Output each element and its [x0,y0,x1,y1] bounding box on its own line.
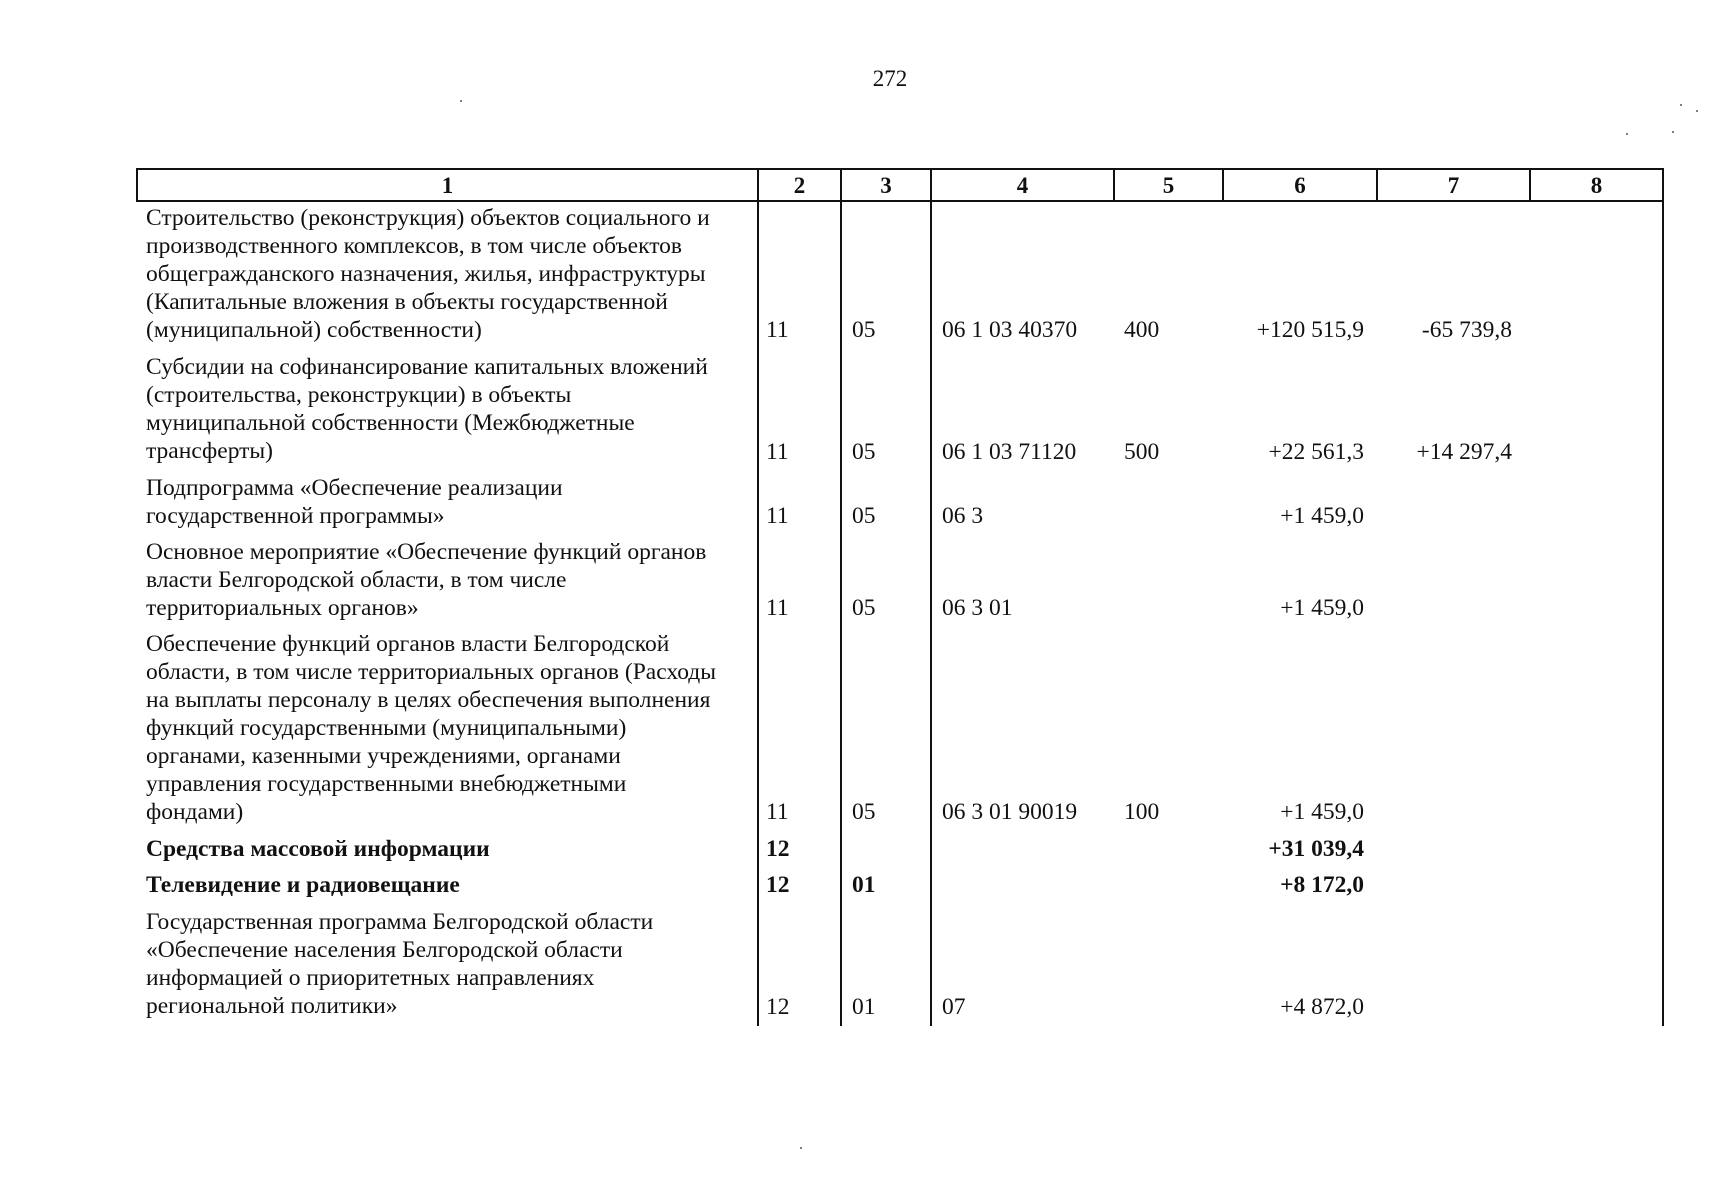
table-row-vr: 100 [1124,799,1160,825]
table-row-name: Основное мероприятие «Обеспечение функций органов власти Белгородской области, в том числе территориальных органов» [146,539,707,621]
col-divider-2 [840,168,842,1026]
table-row-rz: 12 [766,836,790,862]
table-row-pr: 05 [852,503,876,529]
table-row-sum6: +4 872,0 [1280,994,1364,1020]
table-row-rz: 11 [766,439,789,465]
table-row-sum7: -65 739,8 [1421,317,1512,343]
col-header-5: 5 [1162,173,1175,198]
col-divider-1 [757,168,759,1026]
page-number: 272 [872,66,908,91]
table-row-csr: 06 3 01 90019 [942,799,1078,825]
table-row-pr: 05 [852,799,876,825]
table-row-pr: 01 [852,872,876,898]
col-header-6: 6 [1294,173,1306,198]
budget-table [136,168,1664,1028]
scan-speck [1696,110,1698,112]
table-row-sum6: +22 561,3 [1268,439,1364,465]
table-row-pr: 05 [852,439,876,465]
table-row-csr: 06 1 03 71120 [942,439,1077,465]
table-row-rz: 11 [766,503,789,529]
table-row-csr: 06 3 [942,503,984,529]
col-header-1: 1 [441,173,454,198]
table-row-csr: 07 [942,994,966,1020]
table-row-sum6: +1 459,0 [1280,799,1364,825]
table-row-rz: 11 [766,799,789,825]
table-row-sum6: +120 515,9 [1256,317,1364,343]
table-row-rz: 11 [766,595,789,621]
table-row-name: Обеспечение функций органов власти Белгородской области, в том числе территориальных органов (Расходы на выплаты персоналу в целях обеспечения выполнения функций государственными (муниципальными) органами, казенными учреждениями, органами управления государственными внебюджетными фондами) [146,631,717,825]
table-row-name: Средства массовой информации [146,836,490,862]
table-row-sum6: +1 459,0 [1280,595,1364,621]
scan-speck [1672,131,1674,133]
scan-speck [1680,104,1682,106]
table-row-sum6: +1 459,0 [1280,503,1364,529]
table-row-name: Субсидии на софинансирование капитальных вложений (строительства, реконструкции) в объекты муниципальной собственности (Межбюджетные трансферты) [146,354,708,464]
table-right-border [1662,168,1664,1026]
table-row-rz: 11 [766,317,789,343]
col-header-4: 4 [1016,173,1029,198]
table-row-sum6: +31 039,4 [1268,836,1364,862]
table-row-rz: 12 [766,994,790,1020]
scan-speck [800,1147,802,1149]
col-divider-3 [930,168,932,1026]
table-row-sum6: +8 172,0 [1280,872,1364,898]
table-row-pr: 05 [852,595,876,621]
col-header-7: 7 [1447,173,1460,198]
table-row-csr: 06 3 01 [942,595,1013,621]
col-header-2: 2 [793,173,806,198]
table-row-rz: 12 [766,872,790,898]
table-row-pr: 01 [852,994,876,1020]
scan-speck [1626,133,1628,135]
scan-speck [460,100,462,102]
table-row-pr: 05 [852,317,876,343]
col-header-8: 8 [1590,173,1603,198]
table-row-name: Строительство (реконструкция) объектов социального и производственного комплексов, в том числе объектов общегражданского назначения, жилья, инфраструктуры (Капитальные вложения в объекты государственной (муниципальной) собственности) [146,205,710,343]
col-header-3: 3 [880,173,892,198]
table-row-vr: 400 [1124,317,1160,343]
table-row-csr: 06 1 03 40370 [942,317,1078,343]
table-row-name: Подпрограмма «Обеспечение реализации государственной программы» [146,475,563,529]
table-row-name: Государственная программа Белгородской области «Обеспечение населения Белгородской области информацией о приоритетных направлениях региональной политики» [146,909,654,1019]
table-row-vr: 500 [1124,439,1160,465]
table-row-name: Телевидение и радиовещание [146,872,460,898]
table-row-sum7: +14 297,4 [1416,439,1512,465]
